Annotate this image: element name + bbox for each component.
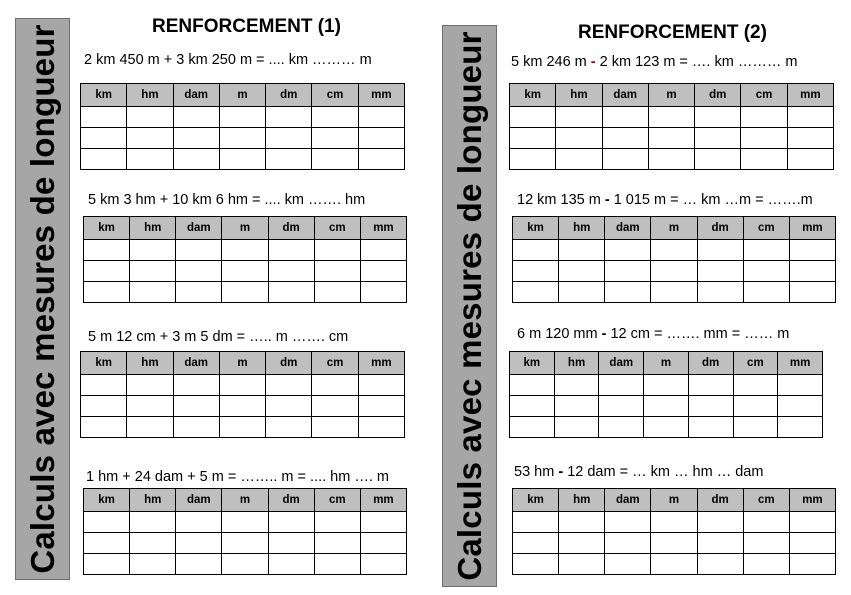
answer-cell[interactable] (176, 261, 222, 282)
exercise-1-4 (86, 469, 389, 485)
unit-table-2-2 (512, 216, 836, 303)
answer-cell[interactable] (222, 554, 268, 575)
unit-header-cell: cm (314, 217, 360, 240)
answer-row (510, 417, 823, 438)
answer-cell[interactable] (266, 417, 312, 438)
exercise-2-1 (511, 54, 797, 70)
answer-cell[interactable] (358, 107, 404, 128)
answer-cell[interactable] (127, 375, 173, 396)
exercise-text: 1 015 m = … km …m = …….m (609, 192, 813, 208)
answer-cell[interactable] (312, 375, 358, 396)
answer-cell[interactable] (173, 128, 219, 149)
exercise-text: 2 km 450 m + 3 km 250 m = .... km ……… m (84, 52, 372, 68)
answer-cell[interactable] (651, 554, 697, 575)
unit-header-row (84, 217, 407, 240)
answer-cell[interactable] (644, 396, 689, 417)
answer-cell[interactable] (789, 554, 835, 575)
answer-cell[interactable] (81, 128, 127, 149)
answer-cell[interactable] (219, 417, 265, 438)
unit-header-cell: cm (743, 217, 789, 240)
exercise-2-4 (514, 464, 763, 480)
answer-cell[interactable] (787, 149, 833, 170)
answer-cell[interactable] (559, 533, 605, 554)
answer-row (513, 261, 836, 282)
answer-cell[interactable] (84, 282, 130, 303)
answer-cell[interactable] (789, 512, 835, 533)
exercise-2-3 (517, 326, 789, 342)
answer-cell[interactable] (360, 282, 406, 303)
answer-cell[interactable] (599, 417, 644, 438)
unit-header-cell: hm (554, 352, 599, 375)
answer-row (81, 375, 405, 396)
answer-cell[interactable] (599, 375, 644, 396)
answer-cell[interactable] (741, 107, 787, 128)
answer-cell[interactable] (130, 261, 176, 282)
unit-table-1-1 (80, 83, 405, 170)
answer-cell[interactable] (130, 512, 176, 533)
unit-header-cell: dam (602, 84, 648, 107)
answer-cell[interactable] (648, 149, 694, 170)
answer-cell[interactable] (787, 107, 833, 128)
unit-header-cell: dm (697, 489, 743, 512)
answer-cell[interactable] (360, 512, 406, 533)
unit-header-cell: dam (605, 489, 651, 512)
answer-cell[interactable] (358, 417, 404, 438)
answer-cell[interactable] (743, 512, 789, 533)
exercise-text: 12 cm = ……. mm = …… m (606, 326, 790, 342)
unit-header-cell: km (84, 489, 130, 512)
answer-cell[interactable] (219, 375, 265, 396)
unit-header-cell: m (644, 352, 689, 375)
answer-row (81, 396, 405, 417)
side-title-right: Calculs avec mesures de longueur (450, 31, 488, 581)
answer-row (84, 554, 407, 575)
answer-cell[interactable] (513, 240, 559, 261)
answer-cell[interactable] (510, 107, 556, 128)
answer-cell[interactable] (84, 554, 130, 575)
answer-cell[interactable] (789, 282, 835, 303)
answer-cell[interactable] (602, 149, 648, 170)
unit-header-cell: m (651, 489, 697, 512)
answer-row (84, 282, 407, 303)
answer-cell[interactable] (312, 107, 358, 128)
exercise-text: 12 km 135 m (517, 192, 605, 208)
answer-cell[interactable] (644, 417, 689, 438)
answer-cell[interactable] (648, 107, 694, 128)
unit-header-row (510, 84, 834, 107)
answer-cell[interactable] (312, 128, 358, 149)
answer-cell[interactable] (651, 512, 697, 533)
minus-sign: - (558, 464, 564, 480)
answer-cell[interactable] (360, 554, 406, 575)
answer-cell[interactable] (127, 128, 173, 149)
unit-header-cell: m (222, 489, 268, 512)
answer-cell[interactable] (605, 261, 651, 282)
answer-cell[interactable] (778, 396, 823, 417)
answer-cell[interactable] (84, 261, 130, 282)
answer-cell[interactable] (559, 512, 605, 533)
unit-table-1-4 (83, 488, 407, 575)
answer-cell[interactable] (219, 149, 265, 170)
answer-cell[interactable] (127, 107, 173, 128)
unit-header-cell: hm (127, 352, 173, 375)
answer-cell[interactable] (127, 149, 173, 170)
unit-header-cell: mm (778, 352, 823, 375)
answer-cell[interactable] (358, 149, 404, 170)
answer-cell[interactable] (733, 396, 778, 417)
answer-row (510, 396, 823, 417)
answer-cell[interactable] (358, 128, 404, 149)
answer-row (81, 149, 405, 170)
unit-table-1-2 (83, 216, 407, 303)
answer-row (513, 240, 836, 261)
answer-cell[interactable] (266, 149, 312, 170)
answer-cell[interactable] (559, 240, 605, 261)
unit-header-cell: dm (266, 84, 312, 107)
answer-cell[interactable] (651, 261, 697, 282)
answer-cell[interactable] (268, 512, 314, 533)
answer-cell[interactable] (268, 554, 314, 575)
answer-cell[interactable] (697, 533, 743, 554)
answer-cell[interactable] (130, 240, 176, 261)
answer-row (81, 107, 405, 128)
answer-cell[interactable] (510, 128, 556, 149)
answer-cell[interactable] (648, 128, 694, 149)
exercise-text: 53 hm (514, 464, 559, 480)
answer-row (84, 240, 407, 261)
answer-cell[interactable] (176, 240, 222, 261)
answer-cell[interactable] (510, 396, 555, 417)
unit-header-cell: mm (789, 489, 835, 512)
exercise-text: 6 m 120 mm (517, 326, 602, 342)
answer-cell[interactable] (559, 554, 605, 575)
answer-row (84, 261, 407, 282)
answer-cell[interactable] (314, 261, 360, 282)
answer-cell[interactable] (513, 282, 559, 303)
answer-cell[interactable] (743, 533, 789, 554)
answer-cell[interactable] (268, 240, 314, 261)
answer-cell[interactable] (688, 417, 733, 438)
answer-cell[interactable] (314, 512, 360, 533)
answer-cell[interactable] (314, 554, 360, 575)
answer-row (513, 533, 836, 554)
unit-header-cell: km (510, 84, 556, 107)
answer-cell[interactable] (268, 533, 314, 554)
minus-sign: - (601, 326, 607, 342)
answer-cell[interactable] (173, 107, 219, 128)
unit-table-2-3 (509, 351, 823, 438)
exercise-2-2 (517, 192, 813, 208)
answer-cell[interactable] (789, 261, 835, 282)
answer-cell[interactable] (697, 240, 743, 261)
answer-cell[interactable] (778, 417, 823, 438)
answer-cell[interactable] (605, 533, 651, 554)
unit-header-cell: dam (605, 217, 651, 240)
answer-cell[interactable] (741, 128, 787, 149)
answer-cell[interactable] (219, 107, 265, 128)
answer-row (513, 282, 836, 303)
answer-cell[interactable] (268, 282, 314, 303)
minus-sign: - (604, 192, 610, 208)
unit-header-row (513, 489, 836, 512)
answer-cell[interactable] (314, 533, 360, 554)
answer-cell[interactable] (176, 282, 222, 303)
unit-table-2-1 (509, 83, 834, 170)
answer-cell[interactable] (789, 533, 835, 554)
exercise-1-3 (88, 329, 348, 345)
answer-cell[interactable] (127, 396, 173, 417)
answer-cell[interactable] (789, 240, 835, 261)
unit-header-cell: m (219, 84, 265, 107)
answer-cell[interactable] (266, 128, 312, 149)
answer-cell[interactable] (312, 417, 358, 438)
answer-cell[interactable] (743, 240, 789, 261)
answer-cell[interactable] (173, 417, 219, 438)
exercise-text: 12 dam = … km … hm … dam (563, 464, 764, 480)
unit-header-cell: km (510, 352, 555, 375)
answer-cell[interactable] (510, 375, 555, 396)
answer-cell[interactable] (176, 512, 222, 533)
answer-cell[interactable] (733, 417, 778, 438)
unit-header-cell: dam (176, 217, 222, 240)
unit-header-cell: mm (789, 217, 835, 240)
exercise-text: 2 km 123 m = …. km ……… m (595, 54, 798, 70)
answer-row (513, 554, 836, 575)
answer-cell[interactable] (173, 396, 219, 417)
answer-cell[interactable] (84, 533, 130, 554)
answer-cell[interactable] (651, 533, 697, 554)
answer-cell[interactable] (695, 128, 741, 149)
exercise-text: 5 m 12 cm + 3 m 5 dm = ….. m ……. cm (88, 329, 349, 345)
answer-cell[interactable] (130, 533, 176, 554)
answer-cell[interactable] (697, 512, 743, 533)
unit-table-2-4 (512, 488, 836, 575)
unit-header-cell: dm (697, 217, 743, 240)
unit-header-cell: km (513, 217, 559, 240)
unit-header-cell: dm (695, 84, 741, 107)
unit-header-cell: mm (360, 489, 406, 512)
answer-cell[interactable] (651, 282, 697, 303)
answer-cell[interactable] (554, 375, 599, 396)
answer-cell[interactable] (127, 417, 173, 438)
unit-header-cell: cm (743, 489, 789, 512)
answer-cell[interactable] (559, 282, 605, 303)
answer-cell[interactable] (222, 533, 268, 554)
answer-cell[interactable] (360, 240, 406, 261)
answer-cell[interactable] (312, 149, 358, 170)
unit-header-cell: hm (130, 489, 176, 512)
answer-cell[interactable] (81, 107, 127, 128)
answer-cell[interactable] (173, 375, 219, 396)
unit-header-cell: km (81, 352, 127, 375)
side-title-band-left (15, 18, 70, 580)
unit-header-cell: km (84, 217, 130, 240)
answer-cell[interactable] (599, 396, 644, 417)
unit-header-cell: dm (268, 217, 314, 240)
unit-header-cell: cm (741, 84, 787, 107)
answer-cell[interactable] (554, 396, 599, 417)
minus-sign: - (590, 54, 596, 70)
unit-header-row (84, 489, 407, 512)
answer-cell[interactable] (741, 149, 787, 170)
answer-cell[interactable] (688, 375, 733, 396)
unit-header-cell: km (81, 84, 127, 107)
answer-cell[interactable] (743, 261, 789, 282)
section-title-1: RENFORCEMENT (1) (152, 16, 341, 37)
answer-cell[interactable] (605, 282, 651, 303)
unit-header-cell: dm (268, 489, 314, 512)
unit-header-row (81, 84, 405, 107)
answer-cell[interactable] (602, 128, 648, 149)
answer-cell[interactable] (743, 282, 789, 303)
unit-header-cell: dam (173, 352, 219, 375)
unit-header-cell: mm (358, 84, 404, 107)
answer-cell[interactable] (84, 240, 130, 261)
answer-cell[interactable] (314, 282, 360, 303)
unit-table-1-3 (80, 351, 405, 438)
answer-row (510, 107, 834, 128)
answer-cell[interactable] (695, 149, 741, 170)
side-title-left: Calculs avec mesures de longueur (23, 24, 61, 574)
answer-cell[interactable] (81, 375, 127, 396)
unit-header-cell: dam (176, 489, 222, 512)
answer-cell[interactable] (513, 533, 559, 554)
answer-cell[interactable] (697, 261, 743, 282)
answer-row (84, 512, 407, 533)
exercise-text: 5 km 246 m (511, 54, 591, 70)
answer-row (81, 417, 405, 438)
answer-cell[interactable] (695, 107, 741, 128)
answer-cell[interactable] (513, 554, 559, 575)
unit-header-cell: mm (360, 217, 406, 240)
answer-cell[interactable] (787, 128, 833, 149)
answer-cell[interactable] (559, 261, 605, 282)
unit-header-row (513, 217, 836, 240)
answer-cell[interactable] (130, 554, 176, 575)
unit-header-cell: hm (127, 84, 173, 107)
answer-cell[interactable] (176, 533, 222, 554)
answer-cell[interactable] (602, 107, 648, 128)
unit-header-cell: cm (733, 352, 778, 375)
answer-cell[interactable] (81, 396, 127, 417)
unit-header-cell: mm (787, 84, 833, 107)
answer-cell[interactable] (360, 533, 406, 554)
answer-cell[interactable] (84, 512, 130, 533)
side-title-band-right (442, 25, 497, 587)
unit-header-cell: m (219, 352, 265, 375)
answer-cell[interactable] (222, 512, 268, 533)
unit-header-row (510, 352, 823, 375)
answer-cell[interactable] (556, 149, 602, 170)
answer-cell[interactable] (733, 375, 778, 396)
unit-header-cell: dam (599, 352, 644, 375)
unit-header-cell: m (222, 217, 268, 240)
unit-header-cell: km (513, 489, 559, 512)
answer-row (81, 128, 405, 149)
answer-cell[interactable] (219, 128, 265, 149)
unit-header-cell: mm (358, 352, 404, 375)
answer-cell[interactable] (81, 417, 127, 438)
answer-cell[interactable] (312, 396, 358, 417)
answer-cell[interactable] (222, 261, 268, 282)
unit-header-cell: cm (312, 352, 358, 375)
answer-cell[interactable] (266, 396, 312, 417)
answer-cell[interactable] (130, 282, 176, 303)
answer-cell[interactable] (510, 149, 556, 170)
unit-header-cell: cm (314, 489, 360, 512)
answer-cell[interactable] (360, 261, 406, 282)
answer-cell[interactable] (778, 375, 823, 396)
exercise-text: 5 km 3 hm + 10 km 6 hm = .... km ……. hm (88, 192, 366, 208)
unit-header-cell: m (648, 84, 694, 107)
answer-cell[interactable] (644, 375, 689, 396)
exercise-1-1 (84, 52, 372, 68)
answer-row (510, 149, 834, 170)
answer-cell[interactable] (222, 282, 268, 303)
answer-cell[interactable] (605, 512, 651, 533)
unit-header-cell: dam (173, 84, 219, 107)
answer-cell[interactable] (176, 554, 222, 575)
unit-header-cell: cm (312, 84, 358, 107)
answer-cell[interactable] (268, 261, 314, 282)
answer-cell[interactable] (513, 261, 559, 282)
answer-cell[interactable] (556, 107, 602, 128)
unit-header-cell: hm (559, 217, 605, 240)
answer-cell[interactable] (556, 128, 602, 149)
answer-cell[interactable] (266, 107, 312, 128)
exercise-text: 1 hm + 24 dam + 5 m = …….. m = .... hm …. m (86, 469, 389, 485)
answer-cell[interactable] (651, 240, 697, 261)
answer-cell[interactable] (358, 396, 404, 417)
answer-row (513, 512, 836, 533)
answer-cell[interactable] (513, 512, 559, 533)
unit-header-cell: hm (559, 489, 605, 512)
answer-cell[interactable] (697, 282, 743, 303)
unit-header-row (81, 352, 405, 375)
answer-cell[interactable] (219, 396, 265, 417)
answer-cell[interactable] (697, 554, 743, 575)
unit-header-cell: hm (130, 217, 176, 240)
answer-cell[interactable] (266, 375, 312, 396)
exercise-1-2 (88, 192, 365, 208)
section-title-2: RENFORCEMENT (2) (578, 22, 767, 43)
answer-cell[interactable] (81, 149, 127, 170)
answer-cell[interactable] (314, 240, 360, 261)
answer-cell[interactable] (743, 554, 789, 575)
answer-row (510, 128, 834, 149)
answer-cell[interactable] (358, 375, 404, 396)
answer-row (510, 375, 823, 396)
answer-cell[interactable] (554, 417, 599, 438)
answer-cell[interactable] (688, 396, 733, 417)
answer-cell[interactable] (605, 554, 651, 575)
answer-cell[interactable] (605, 240, 651, 261)
answer-cell[interactable] (510, 417, 555, 438)
unit-header-cell: dm (266, 352, 312, 375)
answer-cell[interactable] (222, 240, 268, 261)
answer-row (84, 533, 407, 554)
unit-header-cell: dm (688, 352, 733, 375)
answer-cell[interactable] (173, 149, 219, 170)
unit-header-cell: m (651, 217, 697, 240)
unit-header-cell: hm (556, 84, 602, 107)
